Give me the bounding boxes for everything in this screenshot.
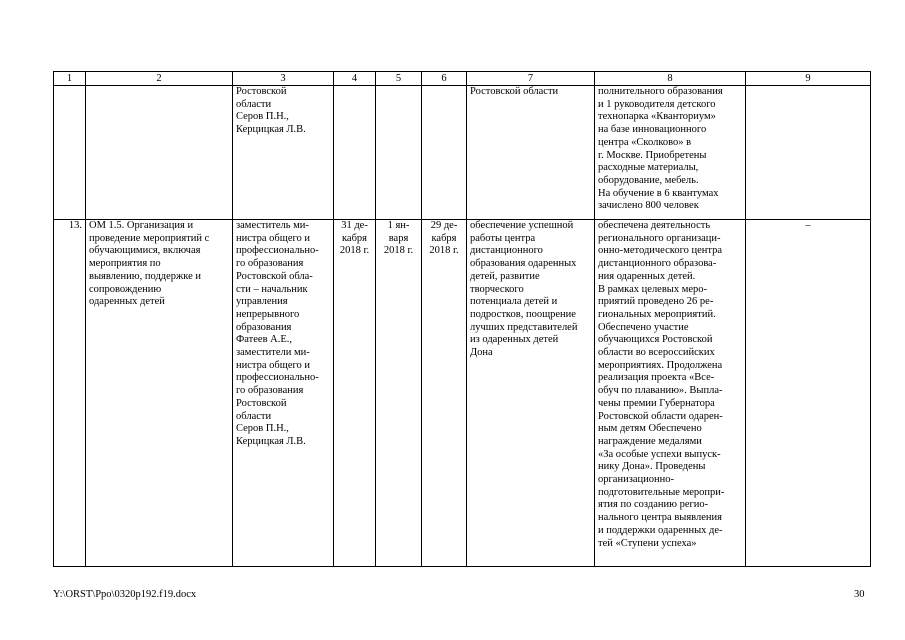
column-number: 8 (595, 72, 746, 86)
column-number: 9 (746, 72, 871, 86)
page-number: 30 (854, 589, 865, 600)
planned-date-cell: 31 де- кабря 2018 г. (334, 220, 376, 567)
actual-result-cell: обеспечена деятельность регионального организаци- онно-методического центра дистанционного образова- ния одаренных детей. В рамках целевых меро- приятий проведено 26 ре- гиональных мероприятий. Обеспечено участие обучающихся Ростовской области во всероссийских мероприятиях. Продолжена реализация проекта «Все- обуч по плаванию». Выпла- чены премии Губернатора Ростовской области одарен- ным детям Обеспечено награждение медалями «За особые успехи выпуск- нику Дона». Проведены организационно- подготовительные меропри- ятия по созданию регио- нального центра выявления и поддержки одаренных де- тей «Ступени успеха» (595, 220, 746, 567)
expected-result-cell: обеспечение успешной работы центра дистанционного образования одаренных детей, развитие творческого потенциала детей и подростков, поощрение лучших представителей из одаренных детей Дона (467, 220, 595, 567)
responsible-cell: Ростовской области Серов П.Н., Керцицкая Л.В. (233, 86, 334, 220)
measure-cell (86, 86, 233, 220)
start-date-cell (376, 86, 422, 220)
column-number: 1 (54, 72, 86, 86)
footer-file-path: Y:\ORST\Ppo\0320p192.f19.docx (53, 589, 197, 600)
actual-result-cell: полнительного образования и 1 руководителя детского технопарка «Кванториум» на базе инновационного центра «Сколково» в г. Москве. Приобретены расходные материалы, оборудование, мебель. На обучение в 6 квантумах зачислено 800 человек (595, 86, 746, 220)
end-date-cell: 29 де- кабря 2018 г. (422, 220, 467, 567)
report-table (53, 71, 871, 567)
start-date-cell: 1 ян- варя 2018 г. (376, 220, 422, 567)
responsible-cell: заместитель ми- нистра общего и профессионально- го образования Ростовской обла- сти – начальник управления непрерывного образования Фатеев А.Е., заместители ми- нистра общего и профессионально- го образования Ростовской области Серов П.Н., Керцицкая Л.В. (233, 220, 334, 567)
column-number: 3 (233, 72, 334, 86)
column-number: 7 (467, 72, 595, 86)
table-row-13 (54, 220, 871, 567)
expected-result-cell: Ростовской области (467, 86, 595, 220)
row-number-cell: 13. (54, 220, 86, 567)
table-row-continuation (54, 86, 871, 220)
end-date-cell (422, 86, 467, 220)
column-number: 4 (334, 72, 376, 86)
column-number-row (54, 72, 871, 86)
column-number: 6 (422, 72, 467, 86)
note-cell: – (746, 220, 871, 567)
note-cell (746, 86, 871, 220)
planned-date-cell (334, 86, 376, 220)
row-number-cell (54, 86, 86, 220)
column-number: 2 (86, 72, 233, 86)
column-number: 5 (376, 72, 422, 86)
measure-cell: ОМ 1.5. Организация и проведение мероприятий с обучающимися, включая мероприятия по выявлению, поддержке и сопровождению одаренных детей (86, 220, 233, 567)
